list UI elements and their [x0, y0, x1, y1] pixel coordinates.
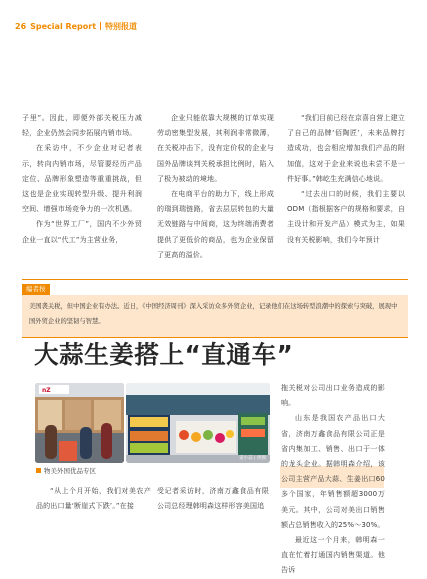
paragraph: 子里”。因此，即便外部关税压力减轻，企业仍然会同步拓展内销市场。	[22, 114, 142, 138]
article-column-4	[281, 381, 385, 579]
photo-caption	[36, 466, 96, 475]
paragraph: 在电商平台的助力下，线上形成的瑞到瑞链路，省去层层转包的大量无效链路与中间商，这为终端消费者提供了更低价的商品，也为企业保留了更高的溢价。	[157, 190, 274, 259]
paragraph: 在采访中，不少企业对记者表示，转向内销市场，尽管要经历产品定位、品牌形象塑造等重重挑战，但这也是企业实现转型升级、提升利润空间、增强市场竞争力的一次机遇。	[22, 144, 142, 214]
editor-note-rule-top	[22, 279, 408, 280]
page-number: 26	[15, 21, 27, 31]
editor-note-text: 美国袭关税，但中国企业有办法。近日，《中国经济周刊》深入采访众多外贸企业，记录他们在这场转型浪潮中的探索与突破，展现中国外贸企业的坚韧与智慧。	[29, 303, 398, 325]
photo-produce-display-image	[126, 383, 270, 463]
paragraph: 拖关税对公司出口业务造成的影响。	[281, 384, 385, 408]
article-column-5	[36, 484, 151, 514]
section-title-en: Special Report	[30, 21, 97, 31]
photo-produce-display	[126, 383, 270, 463]
article-column-3	[287, 111, 405, 248]
article-headline: 大蒜生姜搭上“直通车”	[34, 340, 294, 369]
photo-caption-text: 物美外国优品专区	[44, 467, 96, 475]
article-column-2	[157, 111, 274, 263]
caption-marker	[36, 468, 41, 473]
paragraph: 山东是我国农产品出口大省，济南万鑫食品有限公司正是省内集加工、销售、出口于一体的龙头企业。据韩明森介绍，该公司主营产品大蒜、生姜出口60多个国家，年销售额超3000万美元。其中，公司对美出口销售额占总销售收入的25%～30%。	[281, 414, 385, 529]
paragraph: “过去出口的时候，我们主要以ODM（指根据客户的规格和要求，自主设计和开发产品）模式为主，如果没有关税影响，我们今年预计	[287, 190, 405, 244]
paragraph: 最近这一个月来，韩明森一直在忙着打通国内销售渠道。他告诉	[281, 536, 385, 575]
editor-note-tag: 编者按	[22, 284, 50, 295]
paragraph: “我们目前已经在京喜自营上建立了自己的品牌‘佰陶匠’，未来品牌打造成功，也会相应增加我们产品的附加值，这对于企业来说也未尝不是一件好事。”韩屹生充满信心地说。	[287, 114, 405, 183]
article-column-1	[22, 111, 142, 248]
paragraph: 作为“世界工厂”，国内不少外贸企业一直以“代工”为主营业务，	[22, 220, 142, 244]
section-divider	[100, 22, 101, 30]
svg-text:nZ: nZ	[42, 387, 51, 394]
photo-watermark: 姜小蒜 | 供图	[239, 456, 266, 461]
paragraph: 企业只能依靠大规模的订单实现劳动密集型发展，其利润非常微薄，在关税冲击下，没有定价权的企业与国外品牌谈判关税承担比例时，陷入了极为被动的境地。	[157, 114, 274, 183]
page-header	[15, 18, 137, 34]
paragraph: 受记者采访时，济南万鑫食品有限公司总经理韩明森这样形容美国追	[157, 487, 269, 511]
editor-note-rule-bottom	[22, 337, 408, 338]
paragraph: “从上个月开始，我们对美农产品的出口量‘断崖式下跌’。”在接	[36, 487, 151, 511]
editor-note-box	[22, 295, 408, 337]
section-title-cn: 特别报道	[105, 21, 138, 31]
photo-supermarket	[35, 383, 124, 463]
photo-supermarket-image	[35, 383, 124, 463]
article-column-6	[157, 484, 269, 514]
